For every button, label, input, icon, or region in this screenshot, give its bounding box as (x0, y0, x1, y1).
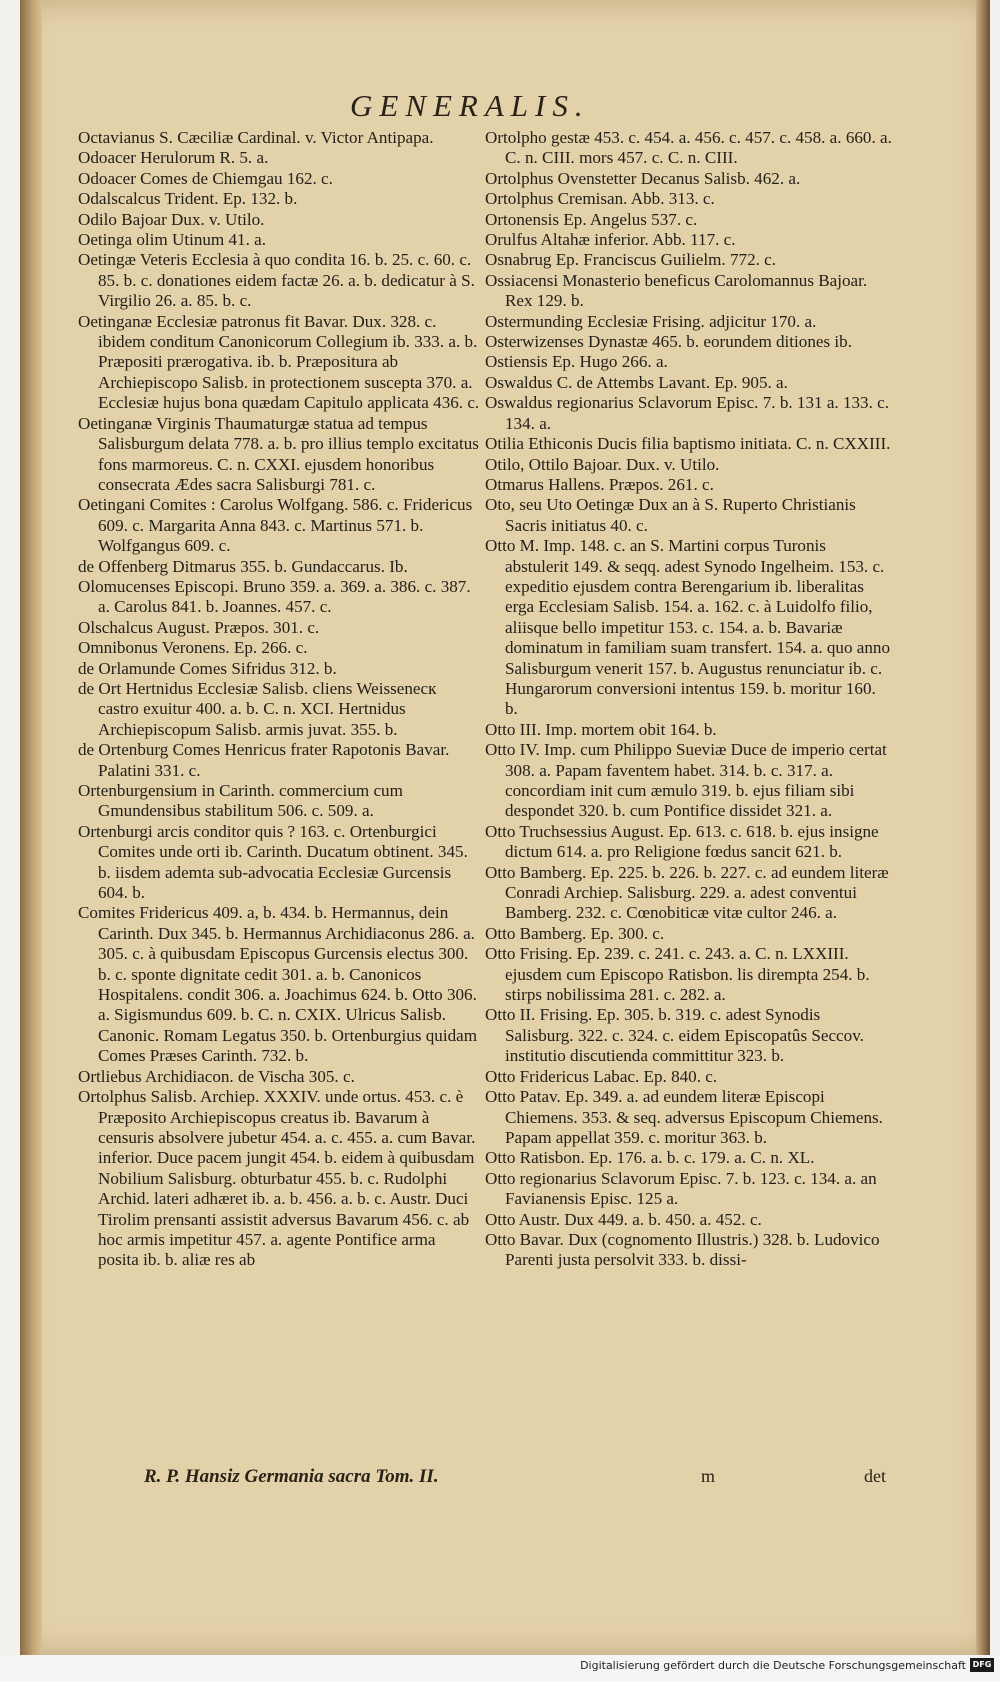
index-entry: Oetinganæ Ecclesiæ patronus fit Bavar. Dux. 328. c. ibidem conditum Canonicorum Collegium ib. 333. a. b. Præpositi prærogativa. ib. b. Præpositura ab Archiepiscopo Salisb. in protectionem suscepta 370. a. Ecclesiæ hujus bona quædam Capitulo applicata 436. c. (78, 311, 480, 413)
index-entry: Otto Bamberg. Ep. 300. c. (485, 923, 665, 943)
index-entry: Oetingæ Veteris Ecclesia à quo condita 16. b. 25. c. 60. c. 85. b. c. donationes eidem factæ 26. a. b. dedicatur à S. Virgilio 26. a. 85. b. c. (78, 250, 475, 311)
index-entry: Omnibonus Veronens. Ep. 266. c. (78, 638, 308, 658)
index-entry: Oetinganæ Virginis Thaumaturgæ statua ad tempus Salisburgum delata 778. a. b. pro illius templo excitatus fons marmoreus. C. n. CXXI. ejusdem honoribus consecrata Ædes sacra Salisburgi 781. c. (78, 413, 479, 494)
index-entry: Ossiacensi Monasterio beneficus Carolomannus Bajoar. Rex 129. b. (485, 270, 868, 311)
index-entry: Otto Truchsessius August. Ep. 613. c. 618. b. ejus insigne dictum 614. a. pro Religione fœdus sancit 621. b. (485, 821, 879, 862)
index-entry: Otto Frising. Ep. 239. c. 241. c. 243. a. C. n. LXXIII. ejusdem cum Episcopo Ratisbon. lis dirempta 254. b. stirps nobilissima 281. c. 282. a. (485, 944, 870, 1005)
index-entry: Otilia Ethiconis Ducis filia baptismo initiata. C. n. CXXIII. (485, 434, 891, 454)
index-entry: Otto Bamberg. Ep. 225. b. 226. b. 227. c. ad eundem literæ Conradi Archiep. Salisburg. 229. a. adest conventui Bamberg. 232. c. Cœnobiticæ vitæ cultor 246. a. (485, 862, 889, 923)
index-entry: de Ort Hertnidus Ecclesiæ Salisb. cliens Weissenecк castro exuitur 400. a. b. C. n. XCI. Hertnidus Archiepiscopum Salisb. armis juvat. 355. b. (78, 678, 437, 739)
index-entry: Ortenburgi arcis conditor quis ? 163. c. Ortenburgici Comites unde orti ib. Carinth. Ducatum obtinent. 345. b. iisdem ademta sub-advocatia Ecclesiæ Gurcensis 604. b. (78, 821, 468, 903)
index-entry: Otto Austr. Dux 449. a. b. 450. a. 452. c. (485, 1209, 762, 1229)
index-entry: Odalscalcus Trident. Ep. 132. b. (78, 189, 298, 209)
index-entry: Ortonensis Ep. Angelus 537. c. (485, 209, 698, 229)
dfg-logo: DFG (970, 1658, 994, 1672)
page-edge (976, 0, 990, 1655)
index-entry: Otto II. Frising. Ep. 305. b. 319. c. adest Synodis Salisburg. 322. c. 324. c. eidem Episcopatûs Seccov. institutio discutienda committitur 323. b. (485, 1005, 864, 1066)
index-entry: Ortliebus Archidiacon. de Vischa 305. c. (78, 1066, 355, 1086)
index-entry: Otmarus Hallens. Præpos. 261. c. (485, 474, 714, 494)
index-entry: Otto III. Imp. mortem obit 164. b. (485, 719, 717, 739)
index-entry: Otto Ratisbon. Ep. 176. a. b. c. 179. a. C. n. XL. (485, 1148, 815, 1168)
index-entry: Oswaldus regionarius Sclavorum Episc. 7. b. 131 a. 133. c. 134. a. (485, 393, 890, 433)
credit-bar (0, 1655, 1000, 1682)
index-entry: Osnabrug Ep. Franciscus Guilielm. 772. c. (485, 250, 777, 270)
index-entry: Oetingani Comites : Carolus Wolfgang. 586. c. Fridericus 609. c. Margarita Anna 843. c. Martinus 571. b. Wolfgangus 609. c. (78, 495, 473, 556)
index-entry: Otto regionarius Sclavorum Episc. 7. b. 123. c. 134. a. an Favianensis Episc. 125 a. (485, 1168, 877, 1209)
index-entry: Otto Fridericus Labac. Ep. 840. c. (485, 1066, 718, 1086)
index-entry: de Ortenburg Comes Henricus frater Rapotonis Bavar. Palatini 331. c. (78, 740, 450, 780)
left-column (78, 128, 480, 1271)
index-entry: Otto Patav. Ep. 349. a. ad eundem literæ Episcopi Chiemens. 353. & seq. adversus Episcopum Chiemens. Papam appellat 359. c. moritur 363. b. (485, 1087, 883, 1147)
signature-mark: m (701, 1466, 716, 1486)
index-entry: Olomucenses Episcopi. Bruno 359. a. 369. a. 386. c. 387. a. Carolus 841. b. Joannes. 457. c. (78, 576, 471, 617)
index-entry: Ortenburgensium in Carinth. commercium cum Gmundensibus stabilitum 506. c. 509. a. (78, 781, 403, 821)
index-entry: Oetinga olim Utinum 41. a. (78, 230, 267, 250)
index-entry: Otilo, Ottilo Bajoar. Dux. v. Utilo. (485, 454, 720, 474)
page-header: GENERALIS. (350, 88, 590, 123)
index-entry: Octavianus S. Cæciliæ Cardinal. v. Victor Antipapa. (78, 128, 434, 147)
index-entry: Ortolphus Cremisan. Abb. 313. c. (485, 189, 715, 209)
index-entry: Otto M. Imp. 148. c. an S. Martini corpus Turonis abstulerit 149. & seqq. adest Synodo Ingelheim. 153. c. expeditio ejusdem contra Berengarium ib. liberalitas erga Ecclesiam Salisb. 154. a. 162. c. à Luidolfo filio, aliisque bello impetitur 153. c. 154. a. b. Bavariæ dominatum in familiam suam transfert. 154. a. quo anno Salisburgum venerit 157. b. Augustus renunciatur ib. c. Hungarorum conversioni intentus 159. b. moritur 160. b. (485, 536, 891, 719)
index-entry: Olschalcus August. Præpos. 301. c. (78, 617, 320, 637)
index-entry: Otto IV. Imp. cum Philippo Sueviæ Duce de imperio certat 308. a. Papam faventem habet. 314. b. c. 317. a. concordiam init cum æmulo 319. b. ejus filiam sibi despondet 320. b. cum Pontifice dissidet 321. a. (485, 740, 887, 821)
index-entry: Ostiensis Ep. Hugo 266. a. (485, 352, 668, 372)
index-entry: de Offenberg Ditmarus 355. b. Gundaccarus. Ib. (78, 556, 408, 576)
book-spine (20, 0, 42, 1655)
index-entry: Oto, seu Uto Oetingæ Dux an à S. Ruperto Christianis Sacris initiatus 40. c. (485, 495, 856, 535)
catchword: det (864, 1466, 886, 1486)
footer-title: R. P. Hansiz Germania sacra Tom. II. (144, 1466, 439, 1487)
index-entry: Otto Bavar. Dux (cognomento Illustris.) 328. b. Ludovico Parenti justa persolvit 333. b. dissi- (485, 1229, 880, 1270)
credit-text: Digitalisierung gefördert durch die Deutsche Forschungsgemeinschaft (580, 1659, 966, 1672)
index-entry: Ortolphus Ovenstetter Decanus Salisb. 462. a. (485, 168, 801, 188)
index-entry: Ortolpho gestæ 453. c. 454. a. 456. c. 457. c. 458. a. 660. a. C. n. CIII. mors 457. c. C. n. CIII. (485, 128, 892, 168)
index-entry: Odoacer Herulorum R. 5. a. (78, 148, 269, 168)
index-entry: Odoacer Comes de Chiemgau 162. c. (78, 168, 333, 188)
book-page (20, 0, 990, 1655)
index-entry: de Orlamunde Comes Sifridus 312. b. (78, 658, 337, 678)
index-entry: Osterwizenses Dynastæ 465. b. eorundem ditiones ib. (485, 332, 852, 352)
index-entry: Ortolphus Salisb. Archiep. XXXIV. unde ortus. 453. c. è Præposito Archiepiscopus creatus ib. Bavarum à censuris absolvere jubetur 454. a. c. 455. a. cum Bavar. inferior. Duce pacem jungit 454. b. eidem à quibusdam Nobilium Salisburg. obturbatur 455. b. c. Rudolphi Archid. lateri adhæret ib. a. b. 456. a. b. c. Austr. Duci Tirolim prensanti assistit adversus Bavarum 456. c. ab hoc armis impetitur 457. a. agente Pontifice arma posita ib. b. aliæ res ab (78, 1087, 476, 1270)
index-entry: Odilo Bajoar Dux. v. Utilo. (78, 209, 265, 229)
index-entry: Comites Fridericus 409. a, b. 434. b. Hermannus, dein Carinth. Dux 345. b. Hermannus Archidiaconus 286. a. 305. c. à quibusdam Episcopus Gurcensis electus 300. b. c. sponte dignitate cedit 301. a. b. Canonicos Hospitalens. condit 306. a. Joachimus 624. b. Otto 306. a. Sigismundus 609. b. C. n. CXIX. Ulricus Salisb. Canonic. Romam Legatus 350. b. Ortenburgius quidam Comes Præses Carinth. 732. b. (78, 903, 478, 1066)
index-entry: Ostermunding Ecclesiæ Frising. adjicitur 170. a. (485, 311, 817, 331)
index-entry: Orulfus Altahæ inferior. Abb. 117. c. (485, 230, 736, 250)
right-column (485, 128, 892, 1271)
index-entry: Oswaldus C. de Attembs Lavant. Ep. 905. a. (485, 372, 788, 392)
